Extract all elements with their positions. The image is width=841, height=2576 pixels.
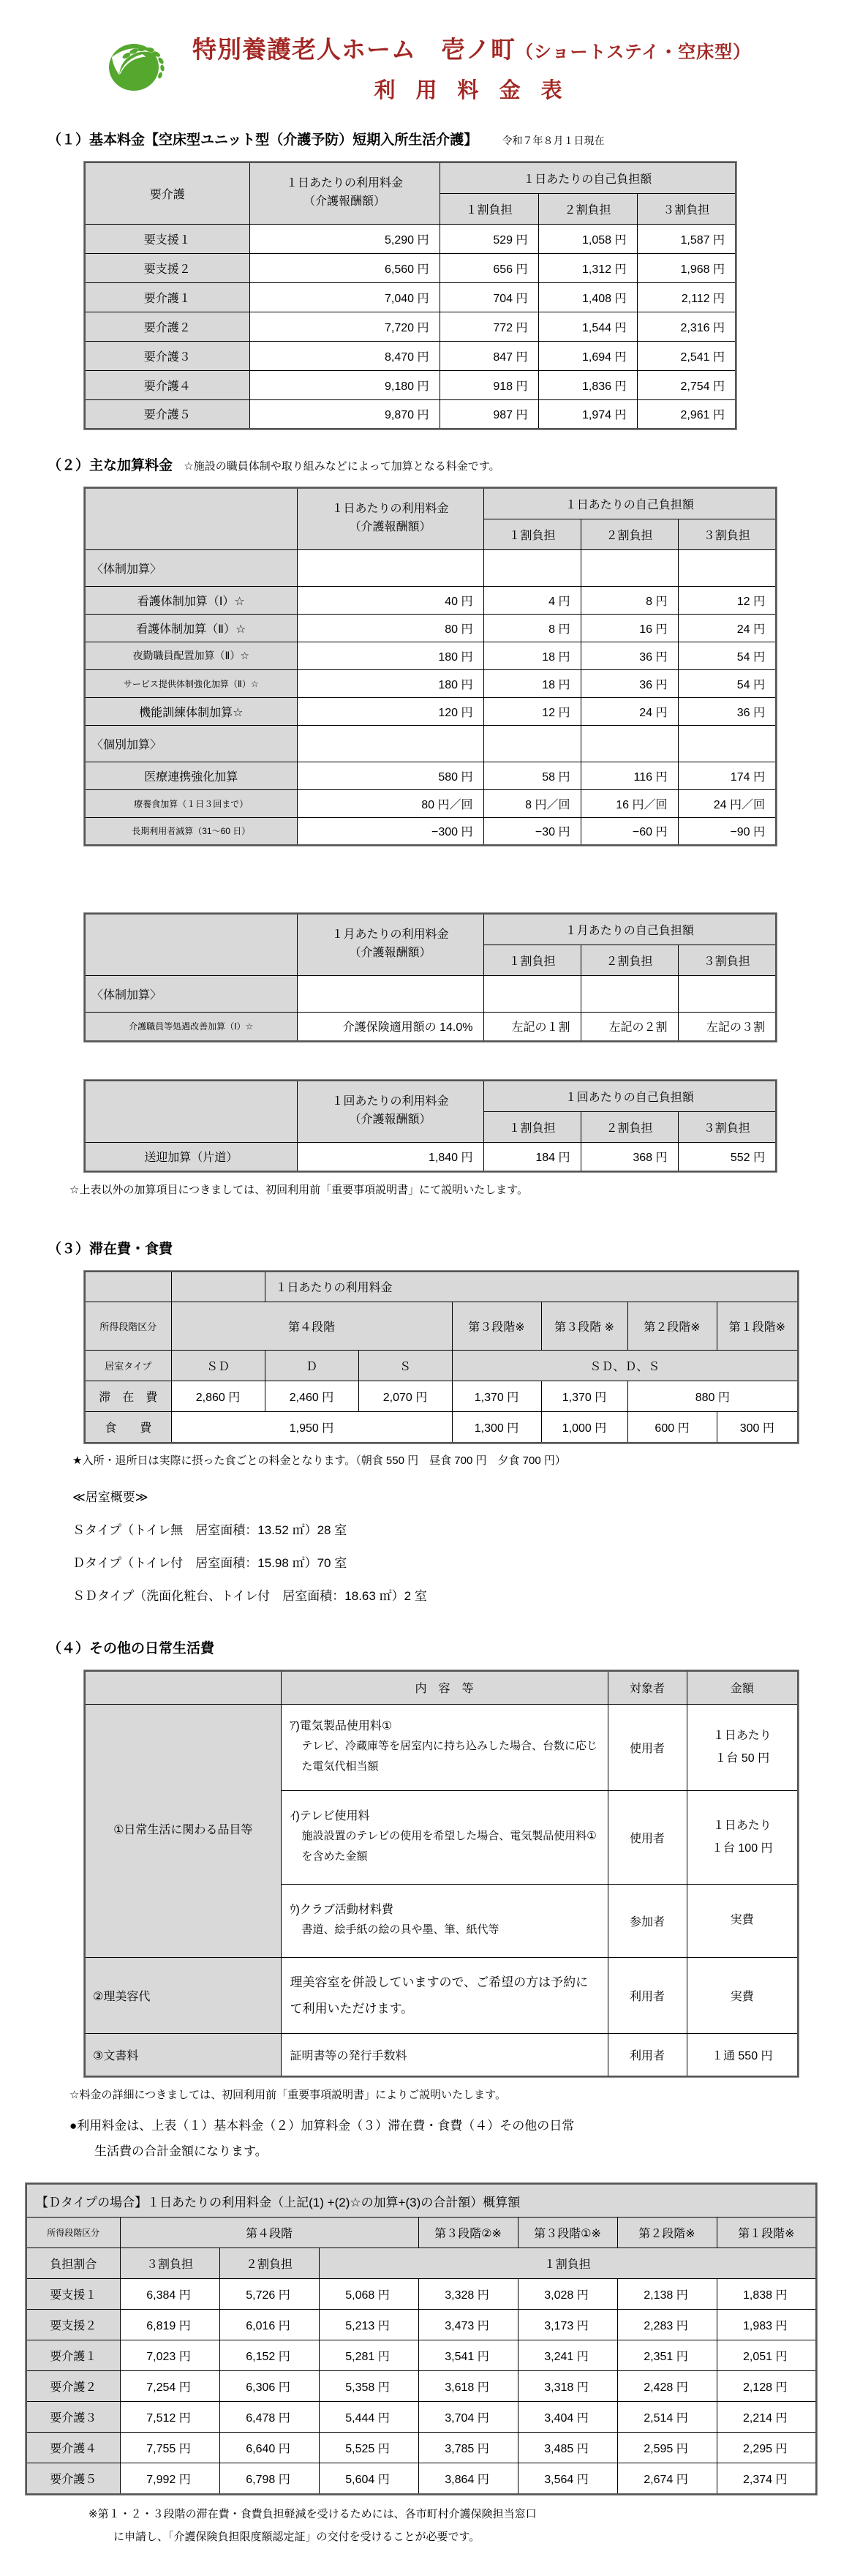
room-type-d: Ｄ [265,1351,358,1381]
estimate-value: 6,478 円 [219,2402,319,2433]
copay-value: 左記の３割 [678,1012,776,1041]
stay-fee-label: 滞 在 費 [85,1381,171,1412]
row-label: 要介護１ [26,2340,120,2371]
estimate-value: 3,318 円 [518,2371,617,2402]
copay-value [483,725,581,762]
estimate-value: 6,152 円 [219,2340,319,2371]
section3-heading: （３）滞在費・食費 [48,1241,173,1257]
estimate-value: 2,595 円 [617,2433,717,2463]
fee-header [297,488,483,549]
fee-value: 580 円 [297,762,483,789]
estimate-value: 5,281 円 [319,2340,418,2371]
item-b-target: 使用者 [608,1791,687,1885]
copay-value: 16 円／回 [581,789,678,817]
dtype-table-title: 【Ｄタイプの場合】１日あたりの利用料金（上記(1) +(2)☆の加算+(3)の合計額）概算額 [26,2184,816,2218]
burden-label: 負担割合 [26,2248,120,2279]
stay-meal-table [84,1271,799,1443]
copay-value: 54 円 [678,642,776,669]
fee-value: 120 円 [297,697,483,725]
copay-value: 8 円 [483,614,581,642]
blank-header-cell [85,488,297,549]
fee-header [297,914,483,975]
document-fee-label: ③文書料 [85,2034,281,2076]
row-label: 要支援２ [26,2310,120,2340]
copay-value: 656 円 [440,253,538,282]
room-overview-sd: ＳＤタイプ（洗面化粧台、トイレ付 居室面積：18.63 ㎡）2 室 [72,1588,427,1603]
amount-line1: １日あたり [712,1730,772,1743]
copay-value: 18 円 [483,669,581,697]
fee-header-line1: １月あたりの利用料金 [331,928,449,942]
row-label: 要支援１ [26,2279,120,2310]
per-use-addon-table [84,1080,777,1172]
daily-fee-header: １日あたりの利用料金 [265,1272,798,1302]
copay-header-2: ２割負担 [581,945,678,975]
estimate-value: 1,838 円 [717,2279,816,2310]
meal-value-tier4: 1,950 円 [171,1412,452,1443]
copay-value: 116 円 [581,762,678,789]
copay-group-header: １日あたりの自己負担額 [483,488,776,519]
fee-header-line1: １日あたりの利用料金 [285,177,403,190]
fee-value [297,975,483,1012]
estimate-value: 6,819 円 [120,2310,219,2340]
item-c-amount [687,1885,798,1958]
fee-value [297,549,483,586]
row-label: 送迎加算（片道） [85,1142,297,1171]
estimate-value: 7,254 円 [120,2371,219,2402]
copay-value [678,975,776,1012]
copay-value: 847 円 [440,341,538,370]
monthly-addon-table [84,913,777,1042]
copay-value: 左記の１割 [483,1012,581,1041]
estimate-value: 3,618 円 [418,2371,518,2402]
amount-line2: １台 100 円 [711,1841,773,1855]
stay-value: 2,070 円 [358,1381,452,1412]
row-label: 要介護４ [85,370,249,399]
copay-value: 8 円／回 [483,789,581,817]
row-label: 要介護５ [85,399,249,429]
tier3-2-header: 第３段階②※ [418,2218,518,2248]
stay-value: 2,860 円 [171,1381,265,1412]
tier4-header: 第４段階 [120,2218,418,2248]
copay-value: 174 円 [678,762,776,789]
copay-value: 552 円 [678,1142,776,1171]
facility-title [192,31,751,65]
copay-value: 18 円 [483,642,581,669]
estimate-value: 6,798 円 [219,2463,319,2494]
copay-value: 12 円 [678,586,776,614]
tier1-header: 第１段階※ [717,2218,816,2248]
copay-value [581,549,678,586]
total-note-line1: ●利用料金は、上表（１）基本料金（２）加算料金（３）滞在費・食費（４）その他の日常 [69,2119,575,2133]
section1-heading-text: （１）基本料金【空床型ユニット型（介護予防）短期入所生活介護】 [48,132,478,148]
blank-cell [85,1671,281,1705]
row-label: 長期利用者減算（31～60 日） [85,817,297,845]
tier3-1-header: 第３段階①※ [518,2218,617,2248]
row-label: 機能訓練体制加算☆ [85,697,297,725]
estimate-value: 5,358 円 [319,2371,418,2402]
estimate-value: 3,173 円 [518,2310,617,2340]
fee-value: 7,720 円 [249,312,440,341]
room-overview-d: Ｄタイプ（トイレ付 居室面積：15.98 ㎡）70 室 [72,1555,347,1570]
fee-value: 7,040 円 [249,282,440,312]
item-a-content [281,1705,608,1791]
row-label: 要介護２ [26,2371,120,2402]
copay-header-2: ２割負担 [538,193,637,224]
copay-header-1: １割負担 [483,945,581,975]
item-b-desc: 施設設置のテレビの使用を希望した場合、電気製品使用料①を含めた金額 [301,1829,597,1863]
fee-header-line1: １回あたりの利用料金 [331,1095,449,1108]
tier2-header: 第２段階※ [617,2218,717,2248]
basic-fee-table [84,162,736,429]
estimate-value: 3,404 円 [518,2402,617,2433]
copay-value: −60 円 [581,817,678,845]
row-label: 要支援１ [85,224,249,253]
fee-header [249,162,440,224]
section2-heading-note: ☆施設の職員体制や取り組みなどによって加算となる料金です。 [184,460,500,473]
amount-line1: １日あたり [712,1820,772,1833]
addon-footnote: ☆上表以外の加算項目につきましては、初回利用前「重要事項説明書」にて説明いたします。 [69,1184,528,1196]
stay-value: 2,460 円 [265,1381,358,1412]
estimate-value: 2,374 円 [717,2463,816,2494]
copay-value: 2,541 円 [637,341,736,370]
estimate-value: 2,428 円 [617,2371,717,2402]
meal-value: 1,000 円 [541,1412,627,1443]
estimate-value: 2,283 円 [617,2310,717,2340]
amount-line1: 実費 [730,1914,754,1927]
care-level-header: 要介護 [85,162,249,224]
section1-heading [48,129,801,149]
estimate-value: 3,473 円 [418,2310,518,2340]
copay-value: 1,544 円 [538,312,637,341]
total-note-line2: 生活費の合計金額になります。 [94,2144,268,2158]
estimate-value: 2,138 円 [617,2279,717,2310]
copay-value [581,975,678,1012]
item-c-target: 参加者 [608,1885,687,1958]
fee-value: 介護保険適用額の 14.0% [297,1012,483,1041]
estimate-value: 6,384 円 [120,2279,219,2310]
fee-value [297,725,483,762]
copay-group-header: １日あたりの自己負担額 [440,162,736,193]
estimate-value: 2,051 円 [717,2340,816,2371]
estimate-value: 3,864 円 [418,2463,518,2494]
row-label: 要支援２ [85,253,249,282]
estimate-value: 3,328 円 [418,2279,518,2310]
facility-subtitle: （ショートステイ・空床型） [516,42,752,62]
facility-logo-icon [105,37,169,94]
tier-footnote-line1: ※第１・２・３段階の滞在費・食費負担軽減を受けるためには、各市町村介護保険担当窓口 [88,2507,537,2520]
copay-group-header: １回あたりの自己負担額 [483,1081,776,1111]
stay-value: 1,370 円 [452,1381,541,1412]
copay-value [483,975,581,1012]
copay-value: 1,974 円 [538,399,637,429]
tier-footnote-line2: に申請し、「介護保険負担限度額認定証」の交付を受けることが必要です。 [113,2531,480,2544]
copay-value [581,725,678,762]
row-label: 要介護３ [26,2402,120,2433]
tier2-header: 第２段階※ [627,1302,717,1351]
estimate-value: 6,016 円 [219,2310,319,2340]
copay-value [483,549,581,586]
copay-value: 左記の２割 [581,1012,678,1041]
estimate-value: 3,564 円 [518,2463,617,2494]
row-label: 要介護５ [26,2463,120,2494]
fee-value: 180 円 [297,642,483,669]
burden-1-header: １割負担 [319,2248,816,2279]
copay-value: 1,694 円 [538,341,637,370]
room-type-all: ＳＤ、Ｄ、Ｓ [452,1351,798,1381]
fee-value: 180 円 [297,669,483,697]
estimate-value: 1,983 円 [717,2310,816,2340]
estimate-value: 5,525 円 [319,2433,418,2463]
estimate-value: 5,604 円 [319,2463,418,2494]
row-label: 介護職員等処遇改善加算（Ⅰ）☆ [85,1012,297,1041]
copay-value: 24 円 [678,614,776,642]
detail-note: ☆料金の詳細につきましては、初回利用前「重要事項説明書」によりご説明いたします。 [69,2088,506,2101]
estimate-value: 3,541 円 [418,2340,518,2371]
copay-value: −30 円 [483,817,581,845]
item-b-title: ｲ)テレビ使用料 [290,1810,370,1823]
barber-amount: 実費 [687,1958,798,2034]
copay-value [678,725,776,762]
estimate-value: 7,755 円 [120,2433,219,2463]
fee-value: 9,870 円 [249,399,440,429]
tier3b-header: 第３段階 ※ [541,1302,627,1351]
tier3a-header: 第３段階※ [452,1302,541,1351]
estimate-value: 7,512 円 [120,2402,219,2433]
burden-2-header: ２割負担 [219,2248,319,2279]
estimate-value: 7,023 円 [120,2340,219,2371]
fee-value: 5,290 円 [249,224,440,253]
copay-header-1: １割負担 [440,193,538,224]
fee-value: 8,470 円 [249,341,440,370]
copay-header-1: １割負担 [483,1111,581,1142]
fee-value: 6,560 円 [249,253,440,282]
room-type-sd: ＳＤ [171,1351,265,1381]
row-label: 要介護３ [85,341,249,370]
document-fee-amount: １通 550 円 [687,2034,798,2076]
copay-value: 1,312 円 [538,253,637,282]
estimate-value: 3,485 円 [518,2433,617,2463]
sheet-title: 利 用 料 金 表 [374,79,570,102]
copay-value: 529 円 [440,224,538,253]
copay-value: 2,112 円 [637,282,736,312]
copay-value: 2,961 円 [637,399,736,429]
fee-header [297,1081,483,1142]
document-fee-target: 利用者 [608,2034,687,2076]
content-header: 内 容 等 [281,1671,608,1705]
section2-heading-text: （２）主な加算料金 [48,458,173,473]
estimate-value: 2,514 円 [617,2402,717,2433]
copay-header-3: ３割負担 [637,193,736,224]
estimate-value: 2,128 円 [717,2371,816,2402]
copay-header-1: １割負担 [483,519,581,549]
item-a-target: 使用者 [608,1705,687,1791]
copay-value: 1,968 円 [637,253,736,282]
row-label: 要介護２ [85,312,249,341]
item-c-desc: 書道、絵手紙の絵の具や墨、筆、紙代等 [301,1923,499,1937]
copay-value: 1,587 円 [637,224,736,253]
target-header: 対象者 [608,1671,687,1705]
copay-value: 58 円 [483,762,581,789]
tier1-header: 第１段階※ [717,1302,798,1351]
estimate-value: 6,640 円 [219,2433,319,2463]
estimate-value: 3,028 円 [518,2279,617,2310]
copay-value: 16 円 [581,614,678,642]
room-type-s: Ｓ [358,1351,452,1381]
fee-header-line2: （介護報酬額） [303,195,385,209]
item-b-content [281,1791,608,1885]
row-label: 看護体制加算（Ⅱ）☆ [85,614,297,642]
row-label: 医療連携強化加算 [85,762,297,789]
income-tier-label: 所得段階区分 [26,2218,120,2248]
estimate-value: 6,306 円 [219,2371,319,2402]
dtype-estimate-table [26,2183,817,2495]
copay-value: 918 円 [440,370,538,399]
item-c-content [281,1885,608,1958]
copay-header-3: ３割負担 [678,519,776,549]
barber-desc: 理美容室を併設していますので、ご希望の方は予約にて利用いただけます。 [281,1958,608,2034]
blank-header-cell [85,914,297,975]
fee-header-line2: （介護報酬額） [349,521,431,534]
copay-value: 8 円 [581,586,678,614]
fee-value: 80 円／回 [297,789,483,817]
copay-value: 987 円 [440,399,538,429]
meal-value: 1,300 円 [452,1412,541,1443]
income-tier-label: 所得段階区分 [85,1302,171,1351]
row-label: 夜勤職員配置加算（Ⅱ）☆ [85,642,297,669]
tier4-header: 第４段階 [171,1302,452,1351]
item-a-amount [687,1705,798,1791]
row-label: 〈体制加算〉 [85,975,297,1012]
item-a-title: ｱ)電気製品使用料① [290,1720,393,1733]
copay-value: 1,058 円 [538,224,637,253]
fee-value: 9,180 円 [249,370,440,399]
fee-value: 40 円 [297,586,483,614]
blank-header-cell [85,1081,297,1142]
estimate-value: 2,214 円 [717,2402,816,2433]
row-label: 看護体制加算（Ⅰ）☆ [85,586,297,614]
row-label: 要介護４ [26,2433,120,2463]
row-label: 〈個別加算〉 [85,725,297,762]
copay-value [678,549,776,586]
copay-value: 368 円 [581,1142,678,1171]
fee-header-line1: １日あたりの利用料金 [331,503,449,516]
as-of-date: 令和７年８月１日現在 [502,135,605,146]
stay-value: 880 円 [627,1381,798,1412]
estimate-value: 5,726 円 [219,2279,319,2310]
room-type-label: 居室タイプ [85,1351,171,1381]
section2-heading [48,454,801,474]
row-label: 〈体制加算〉 [85,549,297,586]
copay-value: 12 円 [483,697,581,725]
barber-target: 利用者 [608,1958,687,2034]
group1-label: ①日常生活に関わる品目等 [85,1705,281,1958]
document-fee-desc: 証明書等の発行手数料 [281,2034,608,2076]
copay-header-3: ３割負担 [678,1111,776,1142]
row-label: 要介護１ [85,282,249,312]
copay-value: 54 円 [678,669,776,697]
copay-value: 2,754 円 [637,370,736,399]
daily-living-table [84,1670,799,2077]
copay-header-3: ３割負担 [678,945,776,975]
meal-value: 300 円 [717,1412,798,1443]
amount-header: 金額 [687,1671,798,1705]
item-c-title: ｳ)クラブ活動材料費 [290,1904,393,1917]
meal-note: ★入所・退所日は実際に摂った食ごとの料金となります。（朝食 550 円 昼食 700 円 夕食 700 円） [72,1454,566,1467]
copay-value: 1,408 円 [538,282,637,312]
item-b-amount [687,1791,798,1885]
stay-value: 1,370 円 [541,1381,627,1412]
daily-addon-table [84,487,777,846]
estimate-value: 2,295 円 [717,2433,816,2463]
copay-value: 704 円 [440,282,538,312]
estimate-value: 3,241 円 [518,2340,617,2371]
copay-value: 4 円 [483,586,581,614]
row-label: サービス提供体制強化加算（Ⅱ）☆ [85,669,297,697]
barber-label: ②理美容代 [85,1958,281,2034]
fee-value: 1,840 円 [297,1142,483,1171]
fee-value: 80 円 [297,614,483,642]
copay-value: 36 円 [581,669,678,697]
burden-3-header: ３割負担 [120,2248,219,2279]
meal-value: 600 円 [627,1412,717,1443]
room-overview-heading: ≪居室概要≫ [72,1490,148,1504]
estimate-value: 3,785 円 [418,2433,518,2463]
estimate-value: 5,213 円 [319,2310,418,2340]
document-header [105,31,801,104]
estimate-value: 7,992 円 [120,2463,219,2494]
item-a-desc: テレビ、冷蔵庫等を居室内に持ち込みした場合、台数に応じた電気代相当額 [301,1739,598,1773]
fee-value: −300 円 [297,817,483,845]
blank-cell [85,1272,171,1302]
facility-name: 特別養護老人ホーム 壱ノ町 [192,36,516,63]
amount-line2: １台 50 円 [714,1751,770,1765]
copay-value: 184 円 [483,1142,581,1171]
copay-group-header: １月あたりの自己負担額 [483,914,776,945]
copay-value: −90 円 [678,817,776,845]
estimate-value: 5,068 円 [319,2279,418,2310]
row-label: 療養食加算（１日３回まで） [85,789,297,817]
section4-heading: （４）その他の日常生活費 [48,1640,215,1656]
meal-fee-label: 食 費 [85,1412,171,1443]
room-overview-s: Ｓタイプ（トイレ無 居室面積：13.52 ㎡）28 室 [72,1522,347,1537]
copay-value: 24 円／回 [678,789,776,817]
copay-header-2: ２割負担 [581,519,678,549]
copay-header-2: ２割負担 [581,1111,678,1142]
copay-value: 36 円 [581,642,678,669]
title-block [192,31,751,104]
estimate-value: 2,674 円 [617,2463,717,2494]
copay-value: 772 円 [440,312,538,341]
fee-header-line2: （介護報酬額） [349,1114,431,1127]
copay-value: 1,836 円 [538,370,637,399]
estimate-value: 3,704 円 [418,2402,518,2433]
copay-value: 2,316 円 [637,312,736,341]
copay-value: 36 円 [678,697,776,725]
estimate-value: 5,444 円 [319,2402,418,2433]
blank-cell [171,1272,265,1302]
copay-value: 24 円 [581,697,678,725]
fee-header-line2: （介護報酬額） [349,947,431,960]
estimate-value: 2,351 円 [617,2340,717,2371]
